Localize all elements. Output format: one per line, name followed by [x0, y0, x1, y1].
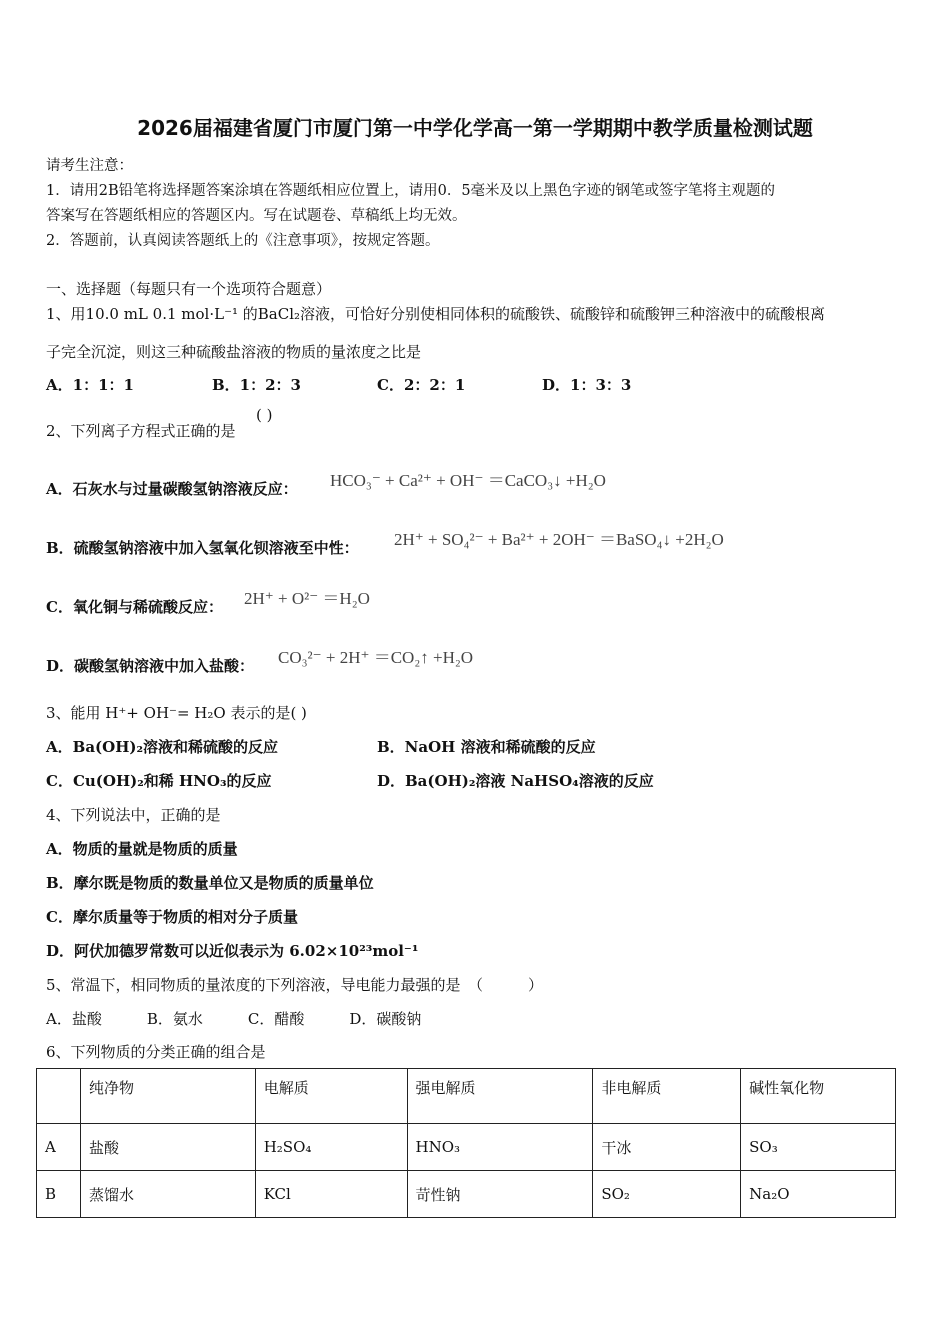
- q2-option-b: B．硫酸氢钠溶液中加入氢氧化钡溶液至中性：: [46, 539, 359, 557]
- table-header-cell: 非电解质: [593, 1069, 741, 1124]
- q6-stem: 6、下列物质的分类正确的组合是: [46, 1043, 266, 1061]
- q2-option-d: D．碳酸氢钠溶液中加入盐酸：: [46, 657, 255, 675]
- q2-option-b-equation: 2H⁺ + SO₄²⁻ + Ba²⁺ + 2OH⁻ ＝BaSO₄↓ +2H₂O: [394, 530, 724, 549]
- section-heading: 一、选择题（每题只有一个选项符合题意）: [46, 280, 332, 298]
- q2-option-a-equation: HCO₃⁻ + Ca²⁺ + OH⁻ ＝CaCO₃↓ +H₂O: [330, 471, 606, 490]
- table-cell: HNO₃: [407, 1124, 593, 1171]
- table-header-cell: 纯净物: [80, 1069, 255, 1124]
- table-cell: KCl: [255, 1171, 407, 1218]
- table-cell: 干冰: [593, 1124, 741, 1171]
- table-cell: 蒸馏水: [80, 1171, 255, 1218]
- q1-option-a: A．1：1：1: [46, 376, 134, 394]
- q1-option-b: B．1：2：3: [212, 376, 301, 394]
- table-row: [37, 1171, 896, 1218]
- table-row: [37, 1124, 896, 1171]
- page-title: 2026届福建省厦门市厦门第一中学化学高一第一学期期中教学质量检测试题: [137, 116, 813, 140]
- q2-stem: 2、下列离子方程式正确的是: [46, 422, 236, 440]
- q2-option-a: A．石灰水与过量碳酸氢钠溶液反应：: [46, 480, 298, 498]
- q3-option-d: D．Ba(OH)₂溶液 NaHSO₄溶液的反应: [377, 772, 654, 790]
- table-cell: B: [37, 1171, 81, 1218]
- q4-option-c: C．摩尔质量等于物质的相对分子质量: [46, 908, 298, 926]
- q1-option-d: D．1：3：3: [542, 376, 632, 394]
- table-cell: SO₂: [593, 1171, 741, 1218]
- q3-stem: 3、能用 H⁺+ OH⁻= H₂O 表示的是( ): [46, 704, 307, 722]
- q5-stem: 5、常温下，相同物质的量浓度的下列溶液，导电能力最强的是 （ ）: [46, 976, 544, 994]
- q5-options: A．盐酸 B．氨水 C．醋酸 D．碳酸钠: [46, 1010, 422, 1028]
- table-cell: 盐酸: [80, 1124, 255, 1171]
- table-cell: Na₂O: [741, 1171, 896, 1218]
- q2-option-d-equation: CO₃²⁻ + 2H⁺ ＝CO₂↑ +H₂O: [278, 648, 474, 667]
- table-header-cell: 碱性氧化物: [741, 1069, 896, 1124]
- q3-option-c: C．Cu(OH)₂和稀 HNO₃的反应: [46, 772, 272, 790]
- q2-paren: ( ): [256, 406, 273, 424]
- q3-option-b: B．NaOH 溶液和稀硫酸的反应: [377, 738, 596, 756]
- q4-option-a: A．物质的量就是物质的质量: [46, 840, 238, 858]
- q2-option-c: C．氧化铜与稀硫酸反应：: [46, 598, 223, 616]
- table-header-cell: 电解质: [255, 1069, 407, 1124]
- q3-option-a: A．Ba(OH)₂溶液和稀硫酸的反应: [46, 738, 279, 756]
- q2-option-c-equation: 2H⁺ + O²⁻ ＝H₂O: [244, 589, 370, 608]
- classification-table: [36, 1068, 896, 1218]
- table-header-cell: [37, 1069, 81, 1124]
- table-cell: 苛性钠: [407, 1171, 593, 1218]
- notice-line-1: 1．请用2B铅笔将选择题答案涂填在答题纸相应位置上，请用0．5毫米及以上黑色字迹的钢笔或签字笔将主观题的: [46, 183, 776, 199]
- table-cell: A: [37, 1124, 81, 1171]
- q1-option-c: C．2：2：1: [377, 376, 466, 394]
- q4-option-b: B．摩尔既是物质的数量单位又是物质的质量单位: [46, 874, 374, 892]
- notice-heading: 请考生注意：: [46, 158, 133, 174]
- table-cell: SO₃: [741, 1124, 896, 1171]
- q1-stem-line2: 子完全沉淀，则这三种硫酸盐溶液的物质的量浓度之比是: [46, 343, 422, 361]
- q4-option-d: D．阿伏加德罗常数可以近似表示为 6.02×10²³mol⁻¹: [46, 942, 419, 960]
- notice-line-2: 2．答题前，认真阅读答题纸上的《注意事项》，按规定答题。: [46, 233, 440, 249]
- table-header-cell: 强电解质: [407, 1069, 593, 1124]
- table-header-row: [37, 1069, 896, 1124]
- q1-stem-line1: 1、用10.0 mL 0.1 mol·L⁻¹ 的BaCl₂溶液，可恰好分别使相同体积的硫酸铁、硫酸锌和硫酸钾三种溶液中的硫酸根离: [46, 305, 826, 323]
- notice-line-1b: 答案写在答题纸相应的答题区内。写在试题卷、草稿纸上均无效。: [46, 208, 467, 224]
- q4-stem: 4、下列说法中，正确的是: [46, 806, 221, 824]
- table-cell: H₂SO₄: [255, 1124, 407, 1171]
